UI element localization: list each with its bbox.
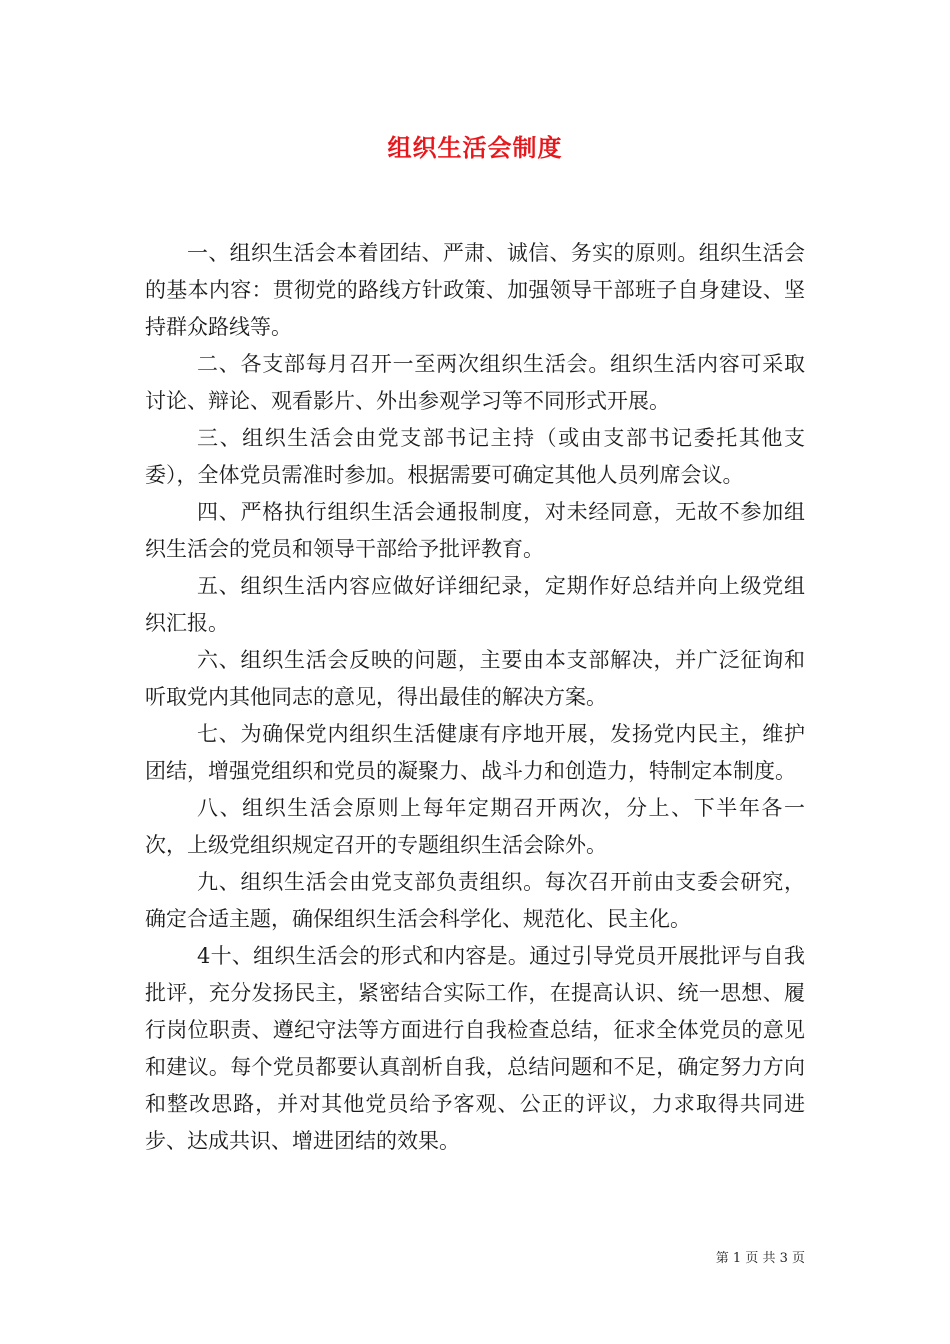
paragraph-3: 三、组织生活会由党支部书记主持（或由支部书记委托其他支委），全体党员需准时参加。根据需要可确定其他人员列席会议。 <box>145 426 805 487</box>
page-indicator: 第 1 页 共 3 页 <box>715 1251 805 1266</box>
paragraph-6: 六、组织生活会反映的问题，主要由本支部解决，并广泛征询和听取党内其他同志的意见，得出最佳的解决方案。 <box>145 648 805 709</box>
paragraph-9: 九、组织生活会由党支部负责组织。每次召开前由支委会研究，确定合适主题，确保组织生活会科学化、规范化、民主化。 <box>145 870 805 931</box>
paragraph-8: 八、组织生活会原则上每年定期召开两次，分上、下半年各一次，上级党组织规定召开的专题组织生活会除外。 <box>145 796 805 857</box>
document-body <box>145 235 805 1160</box>
paragraph-1: 一、组织生活会本着团结、严肃、诚信、务实的原则。组织生活会的基本内容：贯彻党的路线方针政策、加强领导干部班子自身建设、坚持群众路线等。 <box>145 241 805 339</box>
paragraph-2: 二、各支部每月召开一至两次组织生活会。组织生活内容可采取讨论、辩论、观看影片、外出参观学习等不同形式开展。 <box>145 352 805 413</box>
paragraph-4: 四、严格执行组织生活会通报制度，对未经同意，无故不参加组织生活会的党员和领导干部给予批评教育。 <box>145 500 805 561</box>
document-title: 组织生活会制度 <box>387 133 563 162</box>
paragraph-7: 七、为确保党内组织生活健康有序地开展，发扬党内民主，维护团结，增强党组织和党员的凝聚力、战斗力和创造力，特制定本制度。 <box>145 722 805 783</box>
paragraph-10: 4十、组织生活会的形式和内容是。通过引导党员开展批评与自我批评，充分发扬民主，紧密结合实际工作，在提高认识、统一思想、履行岗位职责、遵纪守法等方面进行自我检查总结，征求全体党员的意见和建议。每个党员都要认真剖析自我，总结问题和不足，确定努力方向和整改思路，并对其他党员给予客观、公正的评议，力求取得共同进步、达成共识、增进团结的效果。 <box>145 944 805 1153</box>
paragraph-5: 五、组织生活内容应做好详细纪录，定期作好总结并向上级党组织汇报。 <box>145 574 805 635</box>
